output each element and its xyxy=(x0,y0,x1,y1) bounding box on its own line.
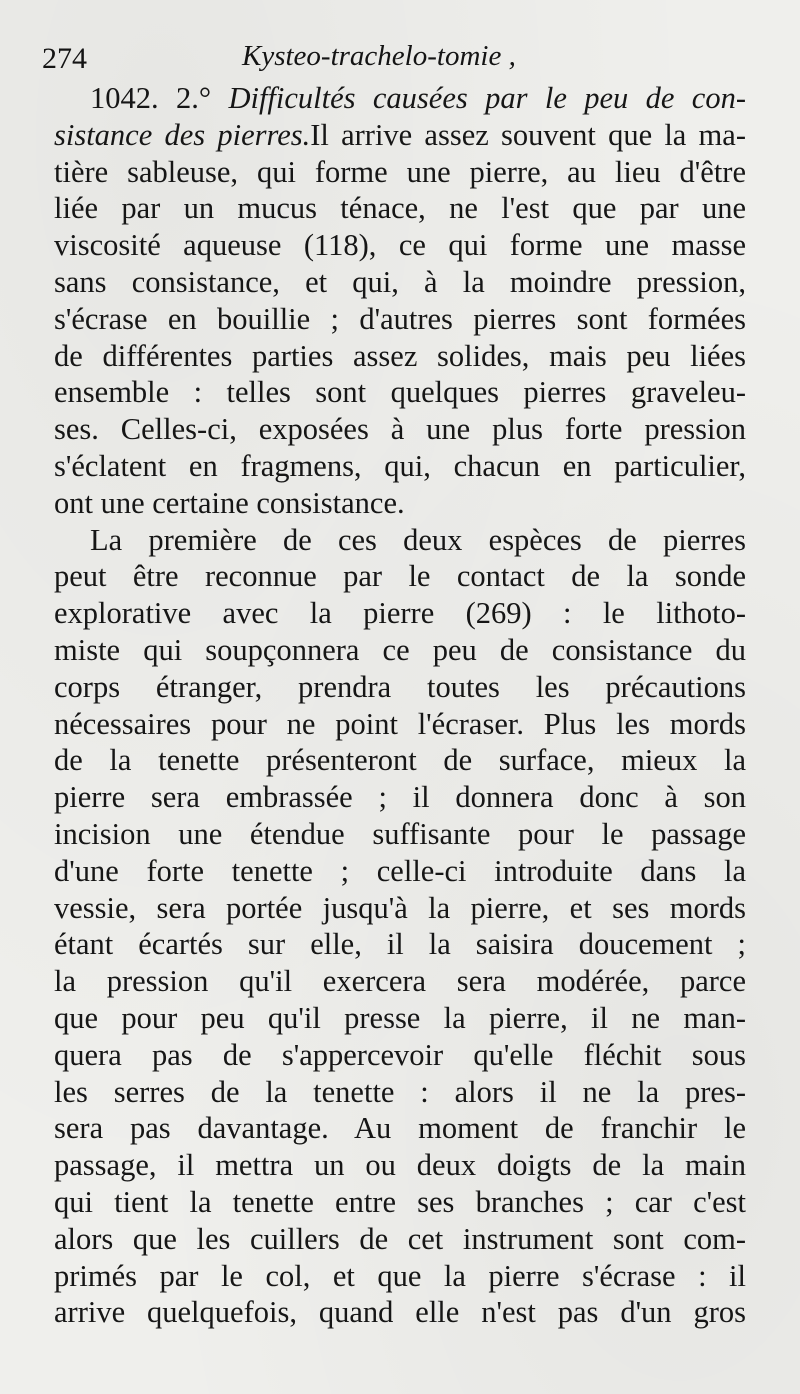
page-number: 274 xyxy=(42,42,87,75)
paragraph-number: 1042. 2.° xyxy=(90,81,212,115)
page-header xyxy=(42,40,742,84)
text-line xyxy=(54,117,746,154)
section-title-cont: sistance des pierres. xyxy=(54,117,311,152)
text-line: d'une forte tenette ; celle-ci introduite dans la xyxy=(54,853,746,888)
text-line: qui tient la tenette entre ses branches ; car c'est xyxy=(54,1184,746,1219)
text-line: miste qui soupçonnera ce peu de consistance du xyxy=(54,632,746,667)
text-line: alors que les cuillers de cet instrument sont com- xyxy=(54,1221,746,1256)
text-line: la pression qu'il exercera sera modérée, parce xyxy=(54,964,746,999)
text-line: étant écartés sur elle, il la saisira doucement ; xyxy=(54,927,746,962)
running-title: Kysteo-trachelo-tomie , xyxy=(242,40,516,72)
section-title: Difficultés causées par le peu de con- xyxy=(228,81,746,115)
text-line: arrive quelquefois, quand elle n'est pas d'un gros xyxy=(54,1295,746,1330)
text-line: sans consistance, et qui, à la moindre pression, xyxy=(54,264,746,299)
text-line: corps étranger, prendra toutes les précautions xyxy=(54,669,746,704)
text-line: primés par le col, et que la pierre s'écrase : il xyxy=(54,1258,746,1293)
text-line: s'écrase en bouillie ; d'autres pierres sont formées xyxy=(54,301,746,336)
text-line: peut être reconnue par le contact de la sonde xyxy=(54,559,746,594)
text-line: vessie, sera portée jusqu'à la pierre, et ses mords xyxy=(54,890,746,925)
text-line: sera pas davantage. Au moment de franchir le xyxy=(54,1111,746,1146)
text-line: nécessaires pour ne point l'écraser. Plus les mords xyxy=(54,706,746,741)
text-line: incision une étendue suffisante pour le passage xyxy=(54,816,746,851)
text-line: de la tenette présenteront de surface, mieux la xyxy=(54,743,746,778)
text-line xyxy=(54,80,746,117)
text-line: ensemble : telles sont quelques pierres graveleu- xyxy=(54,375,746,410)
text-line: ont une certaine consistance. xyxy=(54,485,405,520)
text-line: de différentes parties assez solides, mais peu liées xyxy=(54,338,746,373)
text-line: passage, il mettra un ou deux doigts de la main xyxy=(54,1148,746,1183)
text-line: liée par un mucus ténace, ne l'est que par une xyxy=(54,191,746,226)
text-line: La première de ces deux espèces de pierres xyxy=(90,522,746,557)
text-line: viscosité aqueuse (118), ce qui forme une masse xyxy=(54,228,746,263)
text-line: s'éclatent en fragmens, qui, chacun en particulier, xyxy=(54,448,746,483)
text-line: pierre sera embrassée ; il donnera donc à son xyxy=(54,780,746,815)
text-line: explorative avec la pierre (269) : le lithoto- xyxy=(54,596,746,631)
body-text xyxy=(54,80,746,1331)
text-line: les serres de la tenette : alors il ne la pres- xyxy=(54,1074,746,1109)
text-line: tière sableuse, qui forme une pierre, au lieu d'être xyxy=(54,154,746,189)
text-line: ses. Celles-ci, exposées à une plus forte pression xyxy=(54,412,746,447)
text-line: quera pas de s'appercevoir qu'elle fléchit sous xyxy=(54,1037,746,1072)
text-line: que pour peu qu'il presse la pierre, il ne man- xyxy=(54,1000,746,1035)
text-run: Il arrive assez souvent que la ma- xyxy=(310,117,746,152)
